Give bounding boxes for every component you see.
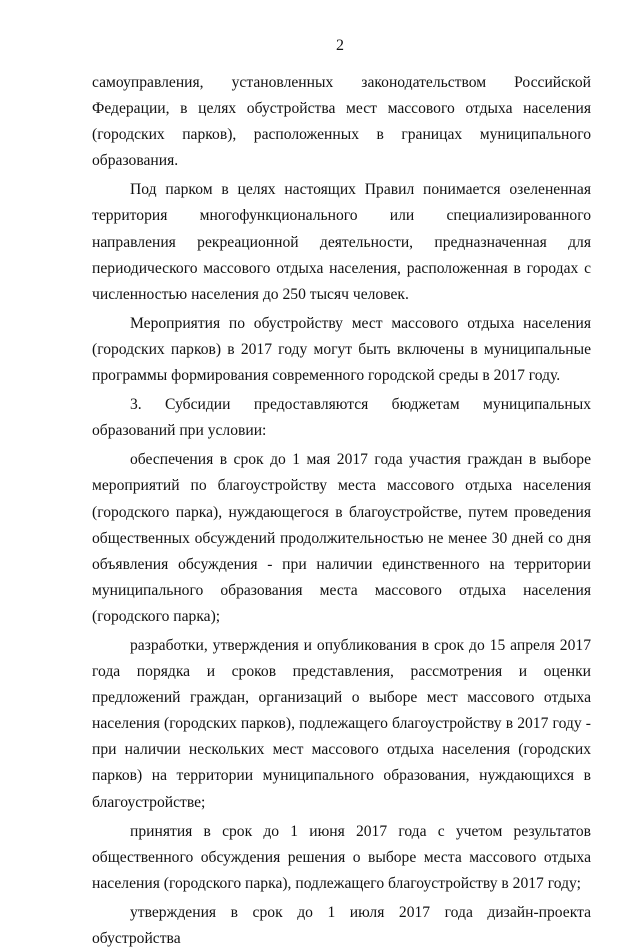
document-body	[92, 70, 591, 952]
paragraph-condition-2: разработки, утверждения и опубликования в срок до 15 апреля 2017 года порядка и сроков представления, рассмотрения и оценки предложений граждан, организаций о выборе мест массового отдыха населения (городских парков), подлежащего благоустройству в 2017 году - при наличии нескольких мест массового отдыха населения (городских парков) на территории муниципального образования, нуждающихся в благоустройстве;	[92, 636, 591, 811]
paragraph-condition-3: принятия в срок до 1 июня 2017 года с учетом результатов общественного обсуждения решения о выборе места массового отдыха населения (городского парка), подлежащего благоустройству в 2017 году;	[92, 822, 591, 892]
paragraph-measures-2017: Мероприятия по обустройству мест массового отдыха населения (городских парков) в 2017 году могут быть включены в муниципальные программы формирования современного городской среды в 2017 году.	[92, 314, 591, 385]
paragraph-continuation: самоуправления, установленных законодательством Российской Федерации, в целях обустройства мест массового отдыха населения (городских парков), расположенных в границах муниципального образования.	[92, 74, 591, 170]
paragraph-park-definition: Под парком в целях настоящих Правил понимается озелененная территория многофункционального или специализированного направления рекреационной деятельности, предназначенная для периодического массового отдыха населения, расположенная в городах с численностью населения до 250 тысяч человек.	[92, 181, 591, 303]
paragraph-condition-4: утверждения в срок до 1 июля 2017 года дизайн-проекта обустройства	[92, 903, 591, 947]
page-number: 2	[336, 37, 344, 54]
paragraph-clause-3: 3. Субсидии предоставляются бюджетам муниципальных образований при условии:	[92, 396, 591, 440]
paragraph-condition-1: обеспечения в срок до 1 мая 2017 года участия граждан в выборе мероприятий по благоустройству места массового отдыха населения (городского парка), нуждающегося в благоустройстве, путем проведения общественных обсуждений продолжительностью не менее 30 дней со дня объявления обсуждения - при наличии единственного на территории муниципального образования места массового отдыха населения (городского парка);	[92, 451, 591, 625]
